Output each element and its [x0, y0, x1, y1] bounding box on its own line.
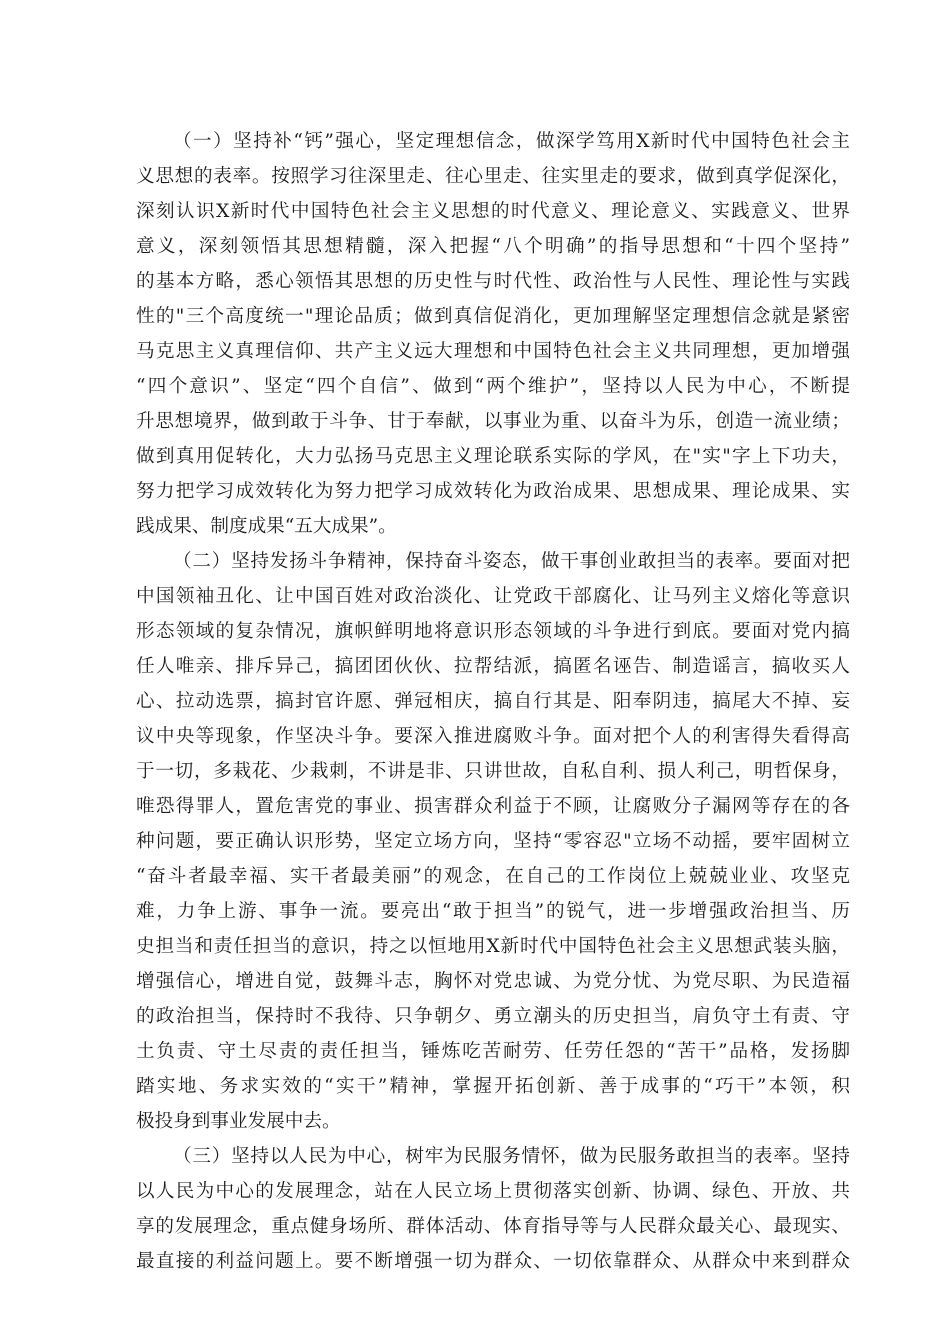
text-line: 意义，深刻领悟其思想精髓，深入把握“八个明确”的指导思想和“十四个坚持” [136, 236, 850, 257]
text-line: 任人唯亲、排斥异己，搞团团伙伙、拉帮结派，搞匿名诬告、制造谣言，搞收买人 [136, 656, 850, 677]
text-line: 增强信心，增进自觉，鼓舞斗志，胸怀对党忠诚、为党分忧、为党尽职、为民造福 [136, 971, 850, 992]
text-line: 唯恐得罪人，置危害党的事业、损害群众利益于不顾，让腐败分子漏网等存在的各 [136, 796, 850, 817]
text-line: 土负责、守土尽责的责任担当，锤炼吃苦耐劳、任劳任怨的“苦干”品格，发扬脚 [136, 1041, 850, 1062]
text-line: 性的"三个高度统一"理论品质；做到真信促消化，更加理解坚定理想信念就是紧密 [136, 306, 850, 327]
paragraph-2 [136, 544, 850, 1139]
text-line: 议中央等现象，作坚决斗争。要深入推进腐败斗争。面对把个人的利害得失看得高 [136, 726, 850, 747]
text-line: 努力把学习成效转化为努力把学习成效转化为政治成果、思想成果、理论成果、实 [136, 481, 850, 502]
text-line: 形态领域的复杂情况，旗帜鲜明地将意识形态领域的斗争进行到底。要面对党内搞 [136, 621, 850, 642]
text-line: 升思想境界，做到敢于斗争、甘于奉献，以事业为重、以奋斗为乐，创造一流业绩； [136, 411, 850, 432]
text-line: 义思想的表率。按照学习往深里走、往心里走、往实里走的要求，做到真学促深化， [136, 166, 850, 187]
text-line: 马克思主义真理信仰、共产主义远大理想和中国特色社会主义共同理想，更加增强 [136, 341, 850, 362]
paragraph-3 [136, 1139, 850, 1279]
text-line: 史担当和责任担当的意识，持之以恒地用X新时代中国特色社会主义思想武装头脑， [136, 936, 850, 957]
text-line: 难，力争上游、事争一流。要亮出“敢于担当”的锐气，进一步增强政治担当、历 [136, 901, 850, 922]
text-line: 极投身到事业发展中去。 [136, 1111, 341, 1132]
text-line: （一）坚持补“钙”强心，坚定理想信念，做深学笃用X新时代中国特色社会主 [173, 131, 850, 152]
text-line: 做到真用促转化，大力弘扬马克思主义理论联系实际的学风，在"实"字上下功夫， [136, 446, 850, 467]
text-line: 享的发展理念，重点健身场所、群体活动、体育指导等与人民群众最关心、最现实、 [136, 1216, 850, 1237]
text-line: 种问题，要正确认识形势，坚定立场方向，坚持“零容忍"立场不动摇，要牢固树立 [136, 831, 850, 852]
text-line: 于一切，多栽花、少栽刺，不讲是非、只讲世故，自私自利、损人利己，明哲保身， [136, 761, 850, 782]
text-line: 最直接的利益问题上。要不断增强一切为群众、一切依靠群众、从群众中来到群众 [136, 1251, 850, 1272]
text-line: 以人民为中心的发展理念，站在人民立场上贯彻落实创新、协调、绿色、开放、共 [136, 1181, 850, 1202]
text-line: “四个意识”、坚定“四个自信”、做到“两个维护”，坚持以人民为中心，不断提 [136, 376, 850, 397]
text-line: 的基本方略，悉心领悟其思想的历史性与时代性、政治性与人民性、理论性与实践 [136, 271, 850, 292]
text-line: 的政治担当，保持时不我待、只争朝夕、勇立潮头的历史担当，肩负守土有责、守 [136, 1006, 850, 1027]
document-body [136, 124, 850, 1279]
text-line: （二）坚持发扬斗争精神，保持奋斗姿态，做干事创业敢担当的表率。要面对把 [173, 551, 850, 572]
text-line: 深刻认识X新时代中国特色社会主义思想的时代意义、理论意义、实践意义、世界 [136, 201, 850, 222]
text-line: 践成果、制度成果“五大成果”。 [136, 516, 397, 537]
text-line: 心、拉动选票，搞封官许愿、弹冠相庆，搞自行其是、阳奉阴违，搞尾大不掉、妄 [136, 691, 850, 712]
paragraph-1 [136, 124, 850, 544]
text-line: 踏实地、务求实效的“实干”精神，掌握开拓创新、善于成事的“巧干”本领，积 [136, 1076, 850, 1097]
text-line: 中国领袖丑化、让中国百姓对政治淡化、让党政干部腐化、让马列主义熔化等意识 [136, 586, 850, 607]
text-line: “奋斗者最幸福、实干者最美丽”的观念，在自己的工作岗位上兢兢业业、攻坚克 [136, 866, 850, 887]
text-line: （三）坚持以人民为中心，树牢为民服务情怀，做为民服务敢担当的表率。坚持 [173, 1146, 850, 1167]
